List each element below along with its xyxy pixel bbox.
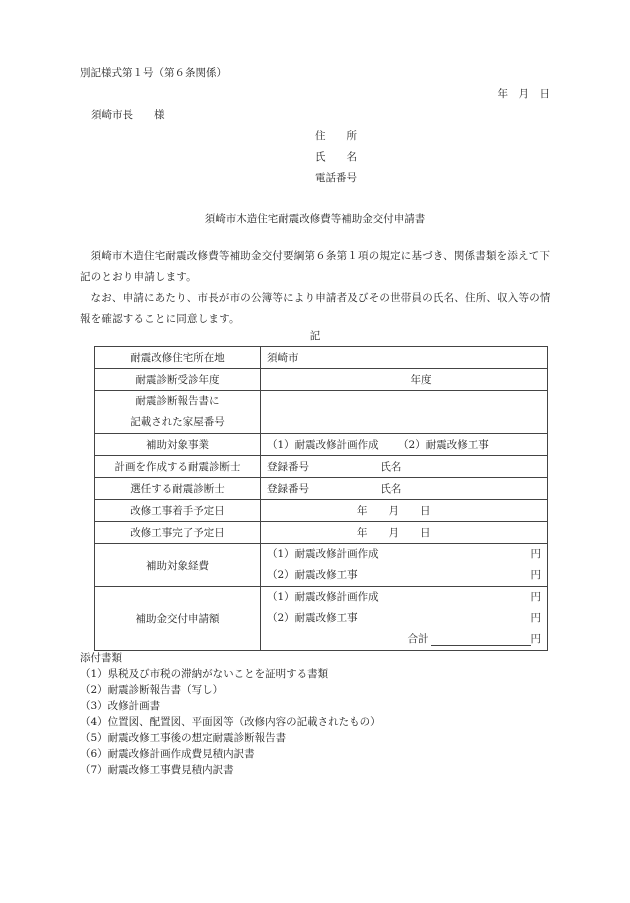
- cost-item-works: （2）耐震改修工事: [267, 569, 358, 581]
- row-label: 補助対象事業: [95, 434, 261, 456]
- row-label: 補助対象経費: [95, 544, 261, 587]
- list-item: （3）改修計画書: [80, 700, 161, 712]
- yen-unit: 円: [530, 612, 541, 624]
- total-label: 合計: [407, 633, 429, 645]
- table-row: [95, 434, 548, 456]
- cost-item-plan: （1）耐震改修計画作成: [267, 548, 379, 560]
- ki-heading: 記: [309, 330, 321, 342]
- row-label: 計画を作成する耐震診断士: [95, 456, 261, 478]
- yen-unit: 円: [530, 548, 541, 560]
- yen-unit: 円: [530, 569, 541, 581]
- row-label: 記載された家屋番号: [130, 416, 225, 428]
- row-label: 耐震改修住宅所在地: [95, 347, 261, 369]
- grant-item-works: （2）耐震改修工事: [267, 612, 358, 624]
- yen-unit: 円: [530, 591, 541, 603]
- list-item: （5）耐震改修工事後の想定耐震診断報告書: [80, 732, 287, 744]
- house-number-field: [261, 391, 548, 434]
- start-date-field: 年 月 日: [261, 500, 548, 522]
- document-title: 須崎市木造住宅耐震改修費等補助金交付申請書: [204, 213, 426, 225]
- total-blank: [431, 633, 531, 646]
- yen-unit: 円: [530, 633, 541, 645]
- table-row: [95, 456, 548, 478]
- option-plan: （1）耐震改修計画作成: [267, 439, 379, 451]
- name-label: 氏 名: [315, 151, 357, 163]
- grant-item-plan: （1）耐震改修計画作成: [267, 591, 379, 603]
- attachments: [80, 650, 381, 778]
- survey-year-field: 年度: [261, 369, 548, 391]
- list-item: （4）位置図、配置図、平面図等（改修内容の記載されたもの）: [80, 716, 381, 728]
- registration-number-label: 登録番号: [267, 483, 309, 495]
- row-label: 改修工事完了予定日: [95, 522, 261, 544]
- table-row: [95, 478, 548, 500]
- form-id: 別記様式第１号（第６条関係）: [80, 67, 227, 79]
- row-label: 耐震診断受診年度: [95, 369, 261, 391]
- body-paragraph-2: なお、申請にあたり、市長が市の公簿等により申請者及びその世帯員の氏名、住所、収入等の情報を確認することに同意します。: [80, 292, 551, 325]
- row-label: 耐震診断報告書に: [135, 395, 220, 407]
- table-row: [95, 391, 548, 434]
- address-label: 住 所: [315, 130, 357, 142]
- list-item: （6）耐震改修計画作成費見積内訳書: [80, 748, 255, 760]
- list-item: （7）耐震改修工事費見積内訳書: [80, 764, 234, 776]
- row-label: 補助金交付申請額: [95, 587, 261, 651]
- table-row: [95, 347, 548, 369]
- date-field: 年 月 日: [497, 88, 550, 100]
- list-item: （1）県税及び市税の滞納がないことを証明する書類: [80, 668, 329, 680]
- row-label: 選任する耐震診断士: [95, 478, 261, 500]
- row-label: 改修工事着手予定日: [95, 500, 261, 522]
- diagnostician-name-label: 氏名: [380, 483, 402, 495]
- location-field: 須崎市: [261, 347, 548, 369]
- attachments-heading: 添付書類: [80, 652, 122, 664]
- registration-number-label: 登録番号: [267, 461, 309, 473]
- addressee: 須崎市長 様: [91, 109, 165, 121]
- table-row: [95, 500, 548, 522]
- table-row: [95, 587, 548, 651]
- list-item: （2）耐震診断報告書（写し）: [80, 684, 224, 696]
- table-row: [95, 369, 548, 391]
- completion-date-field: 年 月 日: [261, 522, 548, 544]
- application-table: [94, 346, 548, 651]
- diagnostician-name-label: 氏名: [380, 461, 402, 473]
- body-paragraph-1: 須崎市木造住宅耐震改修費等補助金交付要綱第６条第１項の規定に基づき、関係書類を添えて下記のとおり申請します。: [80, 250, 551, 283]
- phone-label: 電話番号: [315, 172, 357, 184]
- table-row: [95, 522, 548, 544]
- table-row: [95, 544, 548, 587]
- option-works: （2）耐震改修工事: [398, 439, 489, 451]
